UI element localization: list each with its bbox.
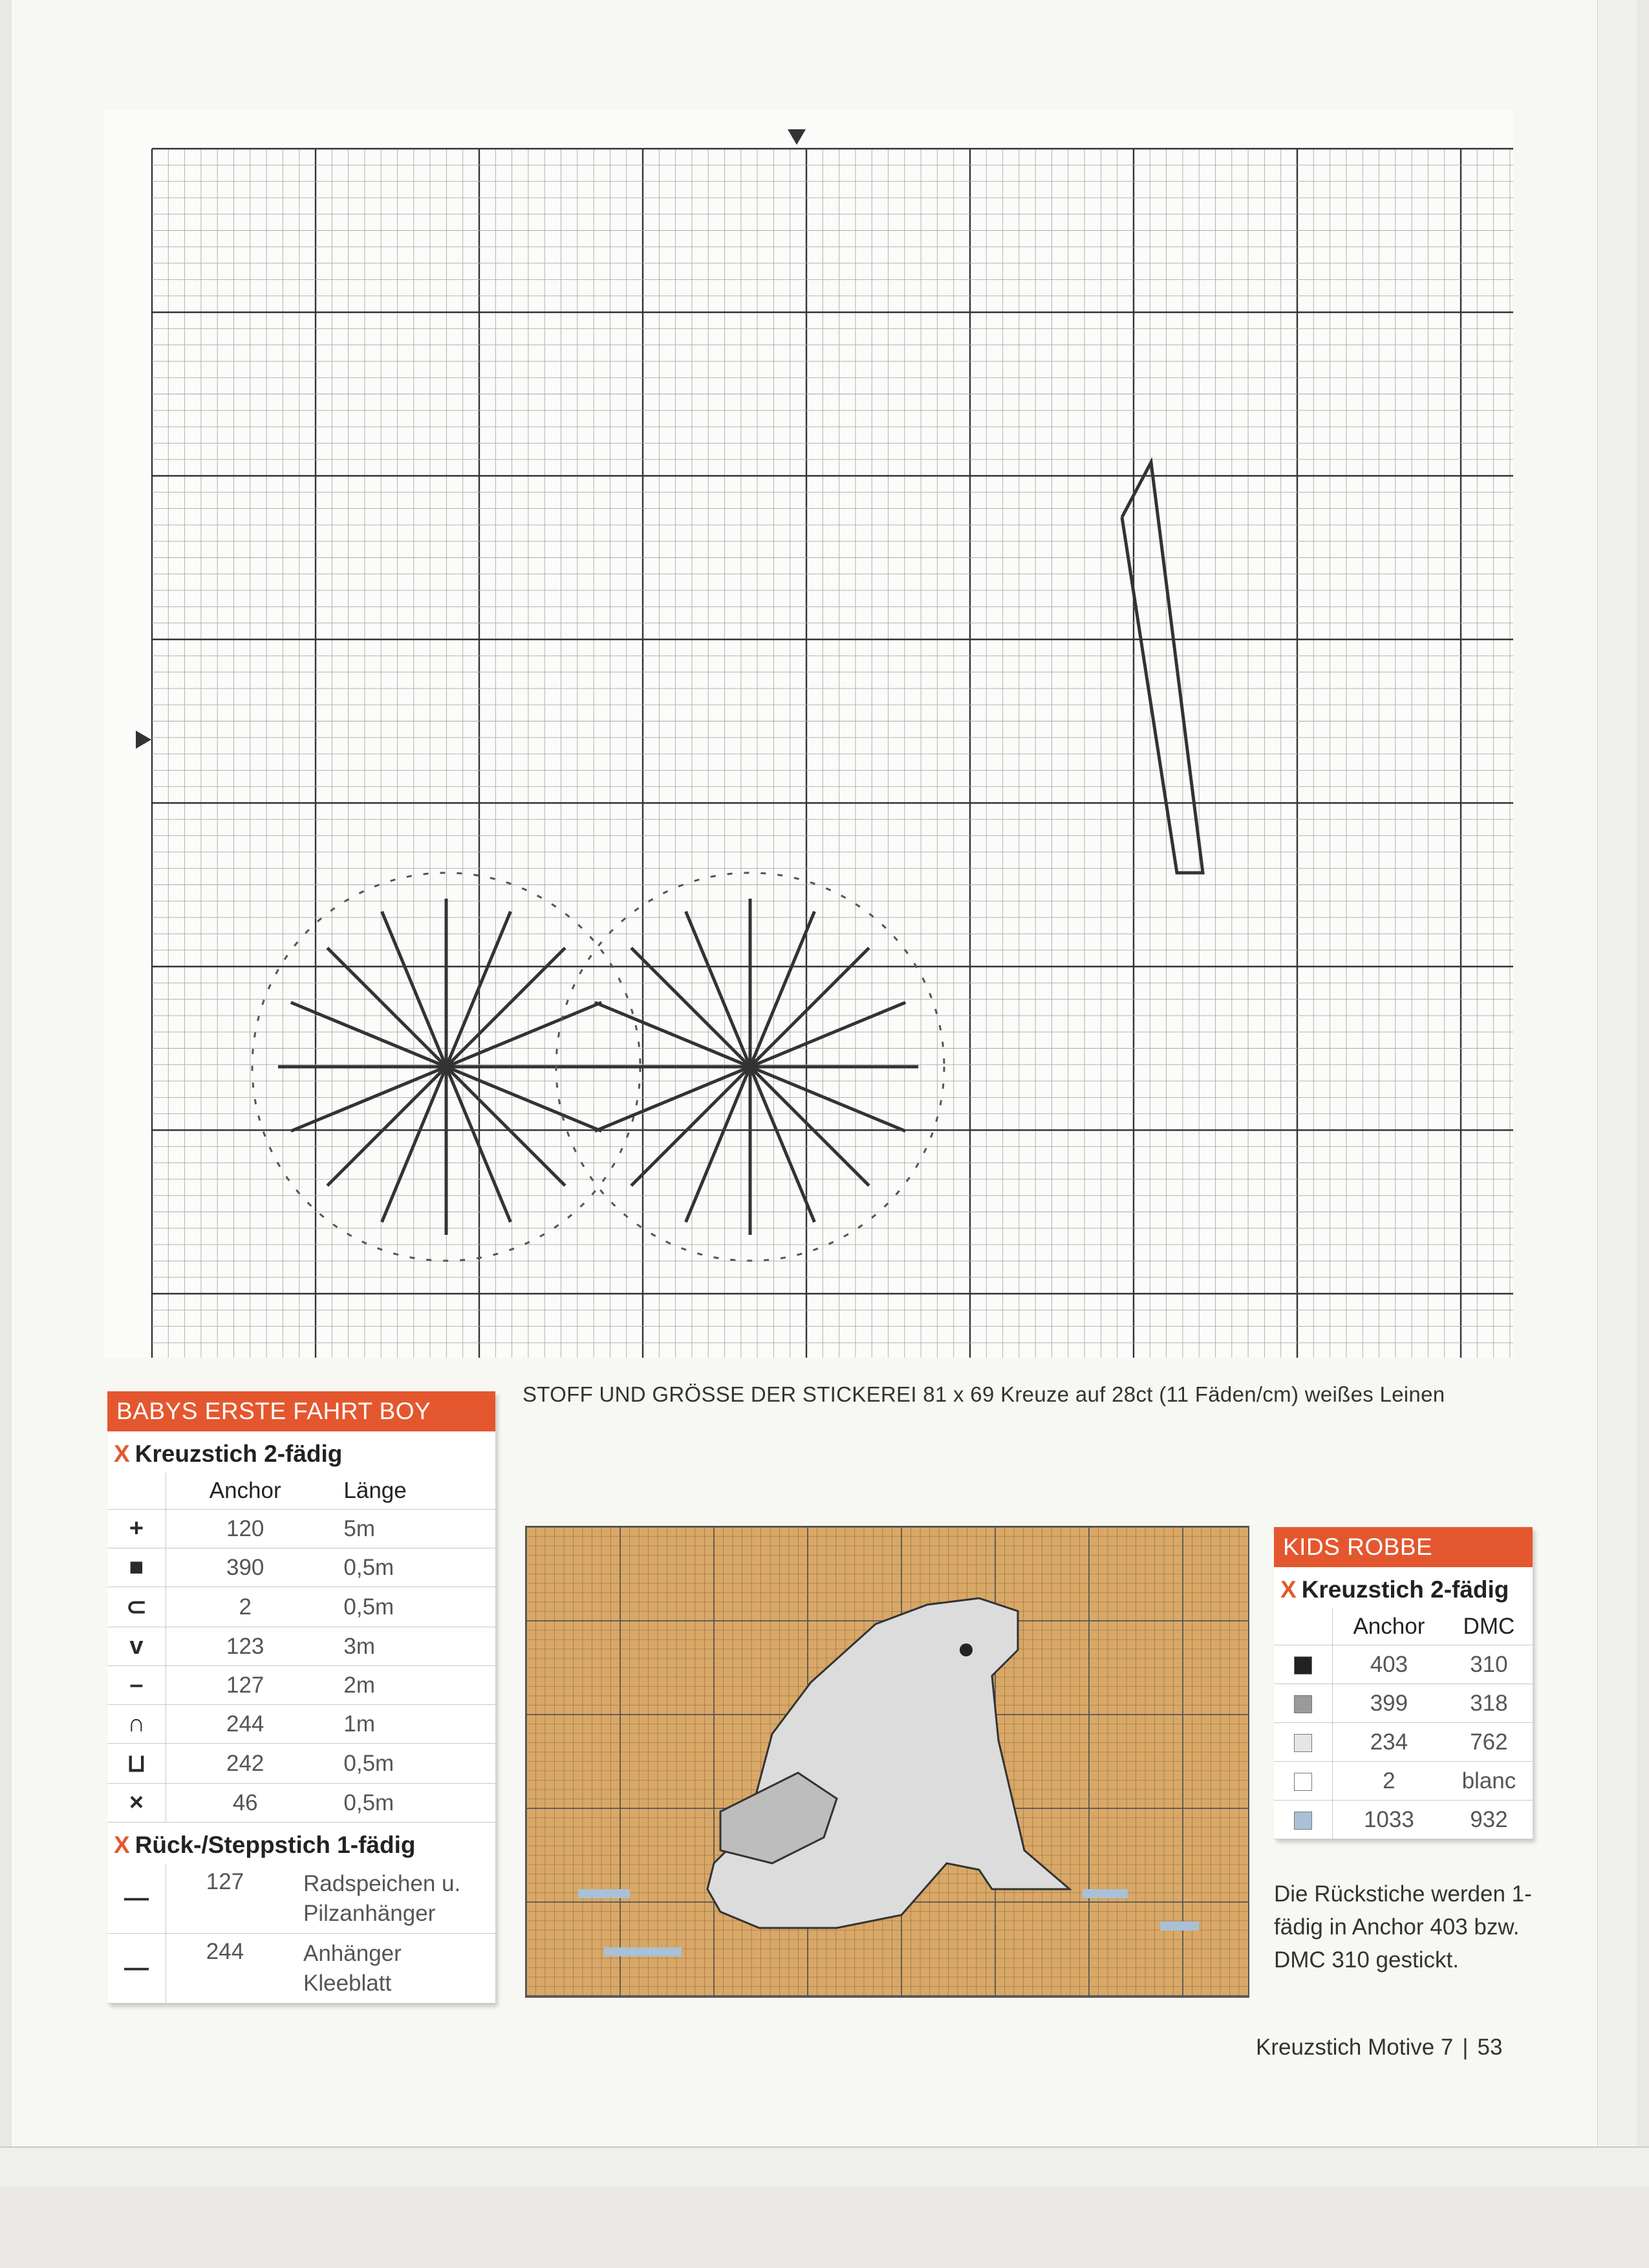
cross-mark-icon: X [1280, 1576, 1297, 1603]
legend-row [1274, 1762, 1533, 1801]
cross-mark-icon: X [114, 1832, 130, 1858]
legend-row [107, 1744, 495, 1784]
color-swatch [1274, 1684, 1333, 1723]
magazine-name: Kreuzstich Motive 7 [1256, 2035, 1454, 2060]
anchor-number: 399 [1333, 1684, 1445, 1723]
robbe-grid [526, 1527, 1248, 1996]
col-anchor: Anchor [166, 1473, 325, 1510]
legend-robbe [1274, 1527, 1533, 1839]
dmc-number: 318 [1445, 1684, 1533, 1723]
legend-row [1274, 1801, 1533, 1839]
thread-length: 1m [324, 1705, 495, 1744]
cross-mark-icon: X [114, 1440, 130, 1467]
dmc-number: blanc [1445, 1762, 1533, 1801]
col-dmc: DMC [1445, 1609, 1533, 1645]
legend-boy-back-table [107, 1864, 495, 2004]
anchor-number: 244 [166, 1934, 285, 2004]
cross-stitch-chart [103, 110, 1513, 1358]
backstitch-description: Anhänger Kleeblatt [284, 1934, 495, 2004]
anchor-number: 46 [166, 1784, 325, 1823]
page-edge [1597, 0, 1637, 2185]
legend-boy-cross-heading [107, 1431, 495, 1473]
page-footer [1256, 2035, 1502, 2060]
anchor-number: 1033 [1333, 1801, 1445, 1839]
anchor-number: 403 [1333, 1645, 1445, 1684]
legend-row [107, 1510, 495, 1548]
stitch-symbol: ■ [107, 1548, 166, 1587]
robbe-chart [525, 1526, 1249, 1998]
legend-row [107, 1934, 495, 2004]
center-marker-top-icon [788, 129, 806, 145]
legend-row [107, 1587, 495, 1627]
anchor-number: 2 [166, 1587, 325, 1627]
fabric-caption: STOFF UND GRÖSSE DER STICKEREI 81 x 69 Kreuze auf 28ct (11 Fäden/cm) weißes Leinen [523, 1382, 1445, 1406]
color-swatch [1274, 1645, 1333, 1684]
center-marker-left-icon [136, 731, 151, 749]
thread-length: 5m [324, 1510, 495, 1548]
page-number: 53 [1477, 2035, 1503, 2060]
thread-length: 0,5m [324, 1587, 495, 1627]
thread-length: 0,5m [324, 1548, 495, 1587]
stitch-symbol: ⊔ [107, 1744, 166, 1784]
anchor-number: 244 [166, 1705, 325, 1744]
legend-boy-table [107, 1473, 495, 1823]
stitch-symbol: × [107, 1784, 166, 1823]
anchor-number: 120 [166, 1510, 325, 1548]
col-length: Länge [324, 1473, 495, 1510]
thread-length: 2m [324, 1666, 495, 1705]
legend-robbe-cross-heading [1274, 1567, 1533, 1609]
backstitch-symbol: — [107, 1864, 166, 1934]
dmc-number: 932 [1445, 1801, 1533, 1839]
legend-robbe-table [1274, 1609, 1533, 1839]
footer-separator: | [1462, 2035, 1469, 2060]
stitch-symbol: ∩ [107, 1705, 166, 1744]
thread-length: 0,5m [324, 1784, 495, 1823]
backstitch-description: Radspeichen u. Pilzanhänger [284, 1864, 495, 1934]
color-swatch [1274, 1762, 1333, 1801]
stitch-symbol: ⊂ [107, 1587, 166, 1627]
legend-row [107, 1548, 495, 1587]
legend-row [1274, 1723, 1533, 1762]
back-label: Rück-/Steppstich 1-fädig [135, 1832, 416, 1858]
legend-row [107, 1627, 495, 1666]
legend-row [107, 1666, 495, 1705]
dmc-number: 310 [1445, 1645, 1533, 1684]
anchor-number: 390 [166, 1548, 325, 1587]
legend-row [107, 1784, 495, 1823]
scan-bottom-edge [0, 2146, 1649, 2187]
chart-grid [103, 110, 1513, 1358]
thread-length: 0,5m [324, 1744, 495, 1784]
anchor-number: 127 [166, 1864, 285, 1934]
anchor-number: 2 [1333, 1762, 1445, 1801]
backstitch-symbol: — [107, 1934, 166, 2004]
anchor-number: 127 [166, 1666, 325, 1705]
color-swatch [1274, 1723, 1333, 1762]
thread-length: 3m [324, 1627, 495, 1666]
stitch-symbol: v [107, 1627, 166, 1666]
legend-robbe-title: KIDS ROBBE [1274, 1527, 1533, 1567]
legend-row [1274, 1684, 1533, 1723]
legend-row [1274, 1645, 1533, 1684]
legend-boy-title: BABYS ERSTE FAHRT BOY [107, 1391, 495, 1431]
cross-label: Kreuzstich 2-fädig [135, 1440, 343, 1467]
stitch-symbol: + [107, 1510, 166, 1548]
stitch-symbol: – [107, 1666, 166, 1705]
col-anchor: Anchor [1333, 1609, 1445, 1645]
anchor-number: 242 [166, 1744, 325, 1784]
anchor-number: 234 [1333, 1723, 1445, 1762]
legend-row [107, 1864, 495, 1934]
anchor-number: 123 [166, 1627, 325, 1666]
cross-label: Kreuzstich 2-fädig [1301, 1576, 1509, 1603]
backstitch-note: Die Rückstiche werden 1-fädig in Anchor 403 bzw. DMC 310 gestickt. [1274, 1881, 1532, 1973]
dmc-number: 762 [1445, 1723, 1533, 1762]
legend-row [107, 1705, 495, 1744]
legend-boy [107, 1391, 495, 2004]
color-swatch [1274, 1801, 1333, 1839]
legend-boy-back-heading [107, 1823, 495, 1864]
